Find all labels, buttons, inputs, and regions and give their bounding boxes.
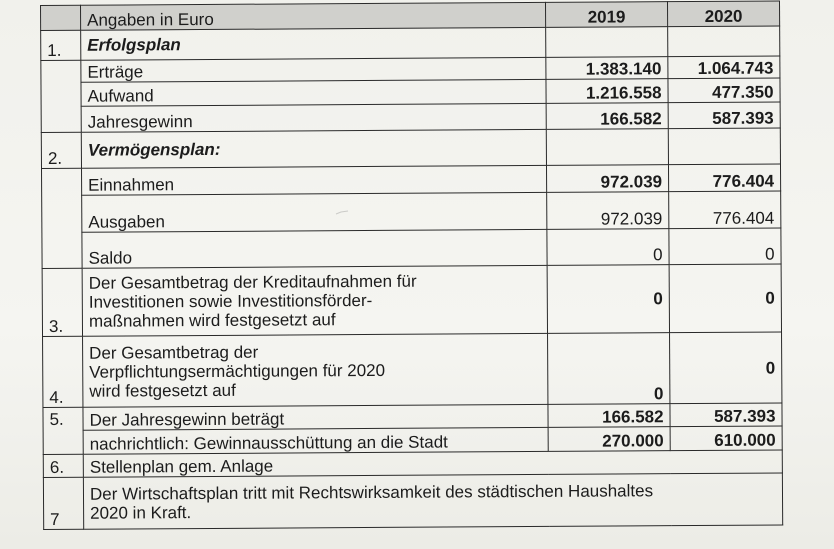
row-label-line: Der Gesamtbetrag der Kreditaufnahmen für	[88, 271, 417, 293]
value-2020: 1.064.743	[668, 56, 780, 79]
row-number: 2.	[41, 132, 81, 168]
table-row-inkrafttreten	[43, 473, 782, 530]
section-row-1	[41, 26, 780, 61]
section-row-2	[41, 128, 780, 169]
row-number: 6.	[43, 454, 83, 477]
row-label: nachrichtlich: Gewinnausschüttung an die Stadt	[83, 427, 548, 454]
header-blank-cell	[41, 5, 81, 30]
value-2019: 0	[548, 333, 670, 405]
value-2019: 1.216.558	[546, 79, 668, 104]
table-row-ausgaben	[42, 191, 781, 233]
row-label-line: Investitionen sowie Investitionsförder-	[88, 290, 373, 312]
row-label: Erträge	[81, 57, 546, 82]
row-number: 4.	[43, 336, 83, 407]
value-2020: 587.393	[670, 403, 782, 427]
value-2019: 166.582	[548, 404, 670, 428]
header-year-2020: 2020	[667, 1, 779, 27]
row-number: 3.	[42, 268, 82, 336]
row-number: 7	[43, 477, 83, 529]
value-2020: 0	[670, 332, 782, 404]
row-label: Der Jahresgewinn beträgt	[83, 404, 548, 430]
value-2020: 477.350	[668, 78, 780, 103]
value-2020: 0	[669, 264, 781, 333]
table-row-verpflichtungsermaechtigungen	[43, 332, 782, 408]
value-2020: 776.404	[669, 191, 781, 229]
row-label: Saldo	[82, 229, 547, 268]
row-label: Einnahmen	[81, 165, 546, 195]
section-title-vermoegensplan: Vermögensplan:	[81, 129, 546, 168]
row-label-line: Verpflichtungsermächtigungen für 2020	[89, 360, 386, 382]
section-title-erfolgsplan: Erfolgsplan	[81, 27, 546, 60]
row-label	[83, 473, 782, 529]
table-row-kreditaufnahmen	[42, 264, 781, 337]
value-2020: 587.393	[668, 102, 780, 129]
row-label-line: maßnahmen wird festgesetzt auf	[88, 310, 336, 331]
header-label: Angaben in Euro	[81, 2, 546, 30]
row-label-line: Der Gesamtbetrag der	[89, 342, 259, 363]
value-2019: 270.000	[548, 427, 670, 452]
header-year-2019: 2019	[545, 2, 667, 28]
value-2019: 972.039	[547, 192, 669, 230]
value-2020: 776.404	[668, 164, 780, 192]
wirtschaftsplan-table	[40, 0, 783, 530]
value-2019: 0	[547, 229, 669, 266]
row-label	[83, 333, 548, 407]
row-label: Ausgaben	[82, 192, 547, 232]
row-label	[82, 265, 547, 336]
value-2019: 972.039	[546, 165, 668, 193]
value-2020: 0	[669, 228, 781, 265]
value-2020: 610.000	[670, 426, 782, 451]
value-2019: 1.383.140	[546, 57, 668, 80]
row-label: Aufwand	[81, 79, 546, 106]
row-label-line: wird festgesetzt auf	[89, 380, 236, 401]
value-2019: 166.582	[546, 103, 668, 130]
table-row-saldo	[42, 228, 781, 269]
value-2019: 0	[547, 265, 669, 334]
row-label: Stellenplan gem. Anlage	[83, 450, 782, 477]
row-label: Jahresgewinn	[81, 103, 546, 132]
row-label-line: 2020 in Kraft.	[90, 502, 192, 523]
row-number: 1.	[41, 30, 81, 60]
scan-smudge-mark	[335, 210, 349, 216]
row-number: 5.	[43, 407, 83, 454]
row-label-line: Der Wirtschaftsplan tritt mit Rechtswirksamkeit des städtischen Haushaltes	[89, 480, 654, 504]
